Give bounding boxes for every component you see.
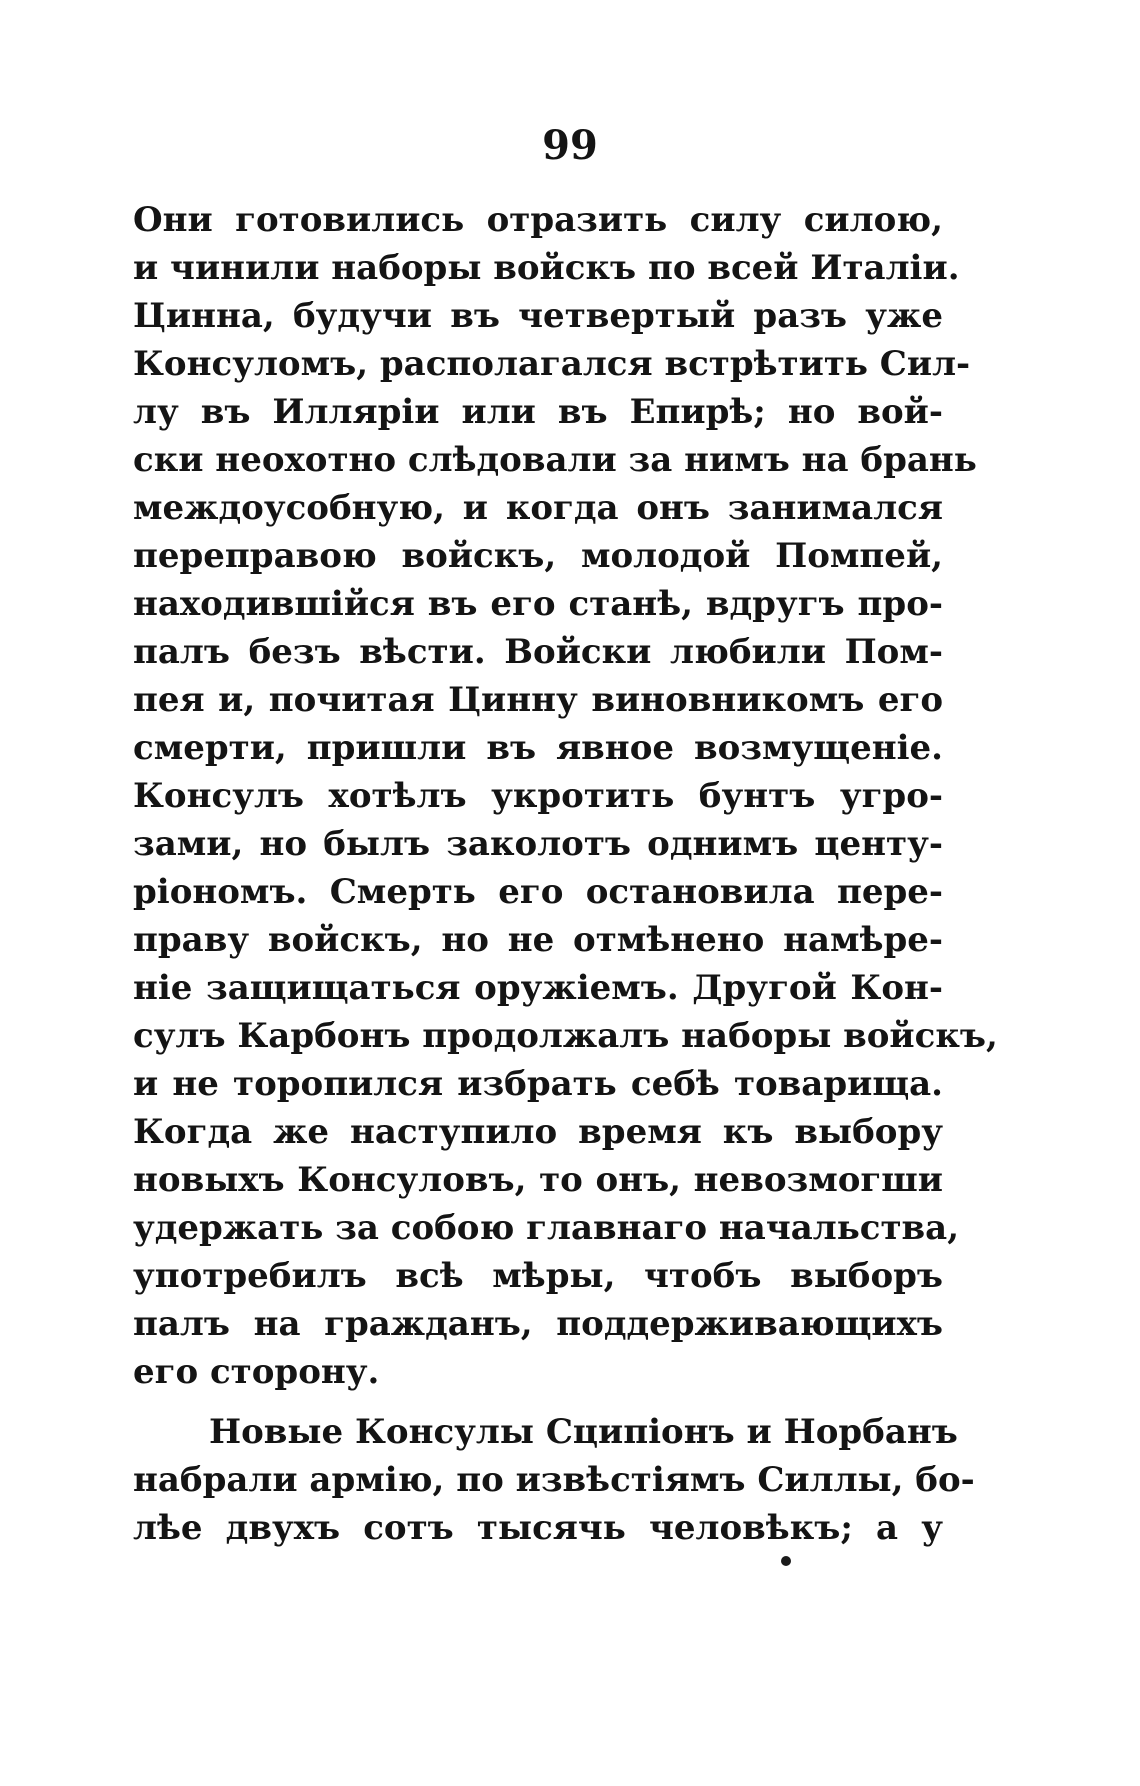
text-line: сулъ Карбонъ продолжалъ наборы войскъ,: [133, 1016, 998, 1056]
text-line: смерти, пришли въ явное возмущеніе.: [133, 728, 943, 768]
text-line: и не торопился избрать себѣ товарища.: [133, 1064, 943, 1104]
text-line: пея и, почитая Цинну виновникомъ его: [133, 680, 943, 720]
text-line: Консулъ хотѣлъ укротить бунтъ угро-: [133, 776, 943, 816]
text-line: Когда же наступило время къ выбору: [133, 1112, 943, 1152]
paragraph-2: [133, 1408, 975, 1552]
text-line: зами, но былъ заколотъ однимъ центу-: [133, 824, 943, 864]
text-line: Новые Консулы Сципіонъ и Норбанъ: [209, 1412, 958, 1452]
text-line: и чинили наборы войскъ по всей Италіи.: [133, 248, 960, 288]
text-line: палъ на гражданъ, поддерживающихъ: [133, 1304, 943, 1344]
text-line: Они готовились отразить силу силою,: [133, 200, 943, 240]
text-line: ски неохотно слѣдовали за нимъ на брань: [133, 440, 977, 480]
text-line: ріономъ. Смерть его остановила пере-: [133, 872, 943, 912]
text-line: палъ безъ вѣсти. Войски любили Пом-: [133, 632, 943, 672]
text-line: употребилъ всѣ мѣры, чтобъ выборъ: [133, 1256, 943, 1296]
text-line: набрали армію, по извѣстіямъ Силлы, бо-: [133, 1460, 975, 1500]
text-line: междоусобную, и когда онъ занимался: [133, 488, 943, 528]
text-line: Цинна, будучи въ четвертый разъ уже: [133, 296, 943, 336]
text-line: его сторону.: [133, 1352, 380, 1392]
text-line: переправою войскъ, молодой Помпей,: [133, 536, 943, 576]
text-line: лѣе двухъ сотъ тысячь человѣкъ; а у: [133, 1508, 943, 1548]
text-line: находившійся въ его станѣ, вдругъ про-: [133, 584, 943, 624]
text-line: удержать за собою главнаго начальства,: [133, 1208, 960, 1248]
text-line: Консуломъ, располагался встрѣтить Сил-: [133, 344, 971, 384]
text-line: новыхъ Консуловъ, то онъ, невозмогши: [133, 1160, 943, 1200]
text-line: праву войскъ, но не отмѣнено намѣре-: [133, 920, 943, 960]
ink-speck: [781, 1556, 791, 1566]
page-number: 99: [542, 122, 598, 169]
paragraph-1: [133, 196, 998, 1396]
text-line: лу въ Илляріи или въ Епирѣ; но вой-: [133, 392, 943, 432]
text-line: ніе защищаться оружіемъ. Другой Кон-: [133, 968, 943, 1008]
